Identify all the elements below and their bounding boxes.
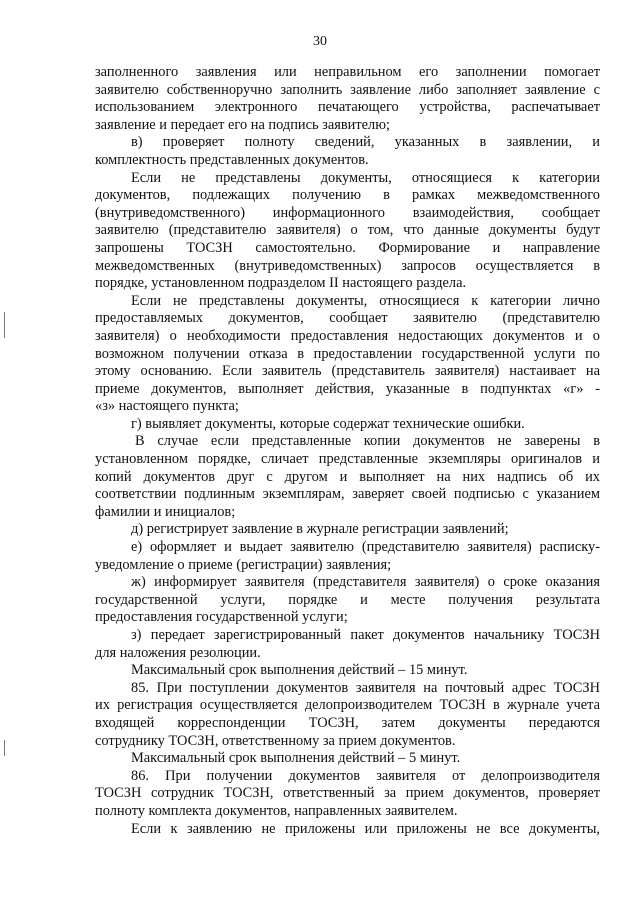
text-line: заявителя) о необходимости предоставления недостающих документов и о bbox=[95, 327, 600, 344]
text-line: уведомление о приеме (регистрации) заявления; bbox=[95, 556, 392, 573]
text-line: предоставления государственной услуги; bbox=[95, 609, 348, 626]
text-line: е) оформляет и выдает заявителю (представителю заявителя) расписку- bbox=[131, 539, 600, 556]
text-line: фамилии и инициалов; bbox=[95, 503, 236, 520]
text-line: заполненного заявления или неправильном его заполнении помогает bbox=[95, 64, 600, 80]
text-line: ТОСЗН сотрудник ТОСЗН, ответственный за прием документов, проверяет bbox=[95, 785, 600, 802]
text-line: В случае если представленные копии документов не заверены в bbox=[135, 433, 600, 450]
text-line: 85. При поступлении документов заявителя на почтовый адрес ТОСЗН bbox=[131, 679, 600, 696]
text-line: Максимальный срок выполнения действий – 15 минут. bbox=[131, 662, 468, 679]
text-line: Если к заявлению не приложены или приложены не все документы, bbox=[131, 820, 600, 837]
text-line: государственной услуги, порядке и месте получения результата bbox=[95, 591, 600, 608]
text-line: Максимальный срок выполнения действий – 5 минут. bbox=[131, 750, 461, 767]
text-line: ж) информирует заявителя (представителя заявителя) о сроке оказания bbox=[131, 574, 600, 591]
text-line: соответствии подлинным экземплярам, заверяет своей подписью с указанием bbox=[95, 486, 600, 503]
text-line: установленном порядке, сличает представленные экземпляры оригиналов и bbox=[95, 451, 600, 468]
text-line: входящей корреспонденции ТОСЗН, затем документы передаются bbox=[95, 714, 600, 731]
text-line: для наложения резолюции. bbox=[95, 644, 261, 661]
text-line: этому основанию. Если заявитель (представитель заявителя) настаивает на bbox=[95, 363, 600, 380]
text-line: 86. При получении документов заявителя от делопроизводителя bbox=[131, 767, 600, 784]
text-line: (внутриведомственного) информационного взаимодействия, сообщает bbox=[95, 204, 600, 221]
text-line: Если не представлены документы, относящиеся к категории bbox=[131, 169, 600, 186]
text-line: копий документов друг с другом и выполняет на них надпись об их bbox=[95, 468, 600, 485]
text-line: документов, подлежащих получению в рамках межведомственного bbox=[95, 187, 600, 204]
text-line: комплектность представленных документов. bbox=[95, 151, 369, 168]
text-line: приеме документов, выполняет действия, указанные в подпунктах «г» - bbox=[95, 380, 600, 397]
scan-edge-mark bbox=[4, 312, 5, 338]
text-line: «з» настоящего пункта; bbox=[95, 398, 239, 415]
page-number: 30 bbox=[313, 34, 327, 49]
text-line: их регистрация осуществляется делопроизводителем ТОСЗН в журнале учета bbox=[95, 697, 600, 714]
text-line: заявление и передает его на подпись заявителю; bbox=[95, 116, 390, 133]
text-line: заявителю собственноручно заполнить заявление либо заполняет заявление с bbox=[95, 81, 600, 98]
text-line: г) выявляет документы, которые содержат технические ошибки. bbox=[131, 415, 525, 432]
text-line: Если не представлены документы, относящиеся к категории лично bbox=[131, 292, 600, 309]
text-line: заявителю (представителю заявителя) о том, что данные документы будут bbox=[95, 222, 600, 239]
text-line: предоставляемых документов, сообщает заявителю (представителю bbox=[95, 310, 600, 327]
text-line: полноту комплекта документов, направленных заявителем. bbox=[95, 802, 458, 819]
text-line: сотруднику ТОСЗН, ответственному за прием документов. bbox=[95, 732, 456, 749]
text-line: запрошены ТОСЗН самостоятельно. Формирование и направление bbox=[95, 239, 600, 256]
scan-edge-mark bbox=[4, 740, 5, 756]
document-body bbox=[95, 64, 600, 838]
text-line: порядке, установленном подразделом II настоящего раздела. bbox=[95, 275, 467, 292]
text-line: в) проверяет полноту сведений, указанных в заявлении, и bbox=[131, 134, 600, 151]
text-line: возможном получении отказа в предоставлении государственной услуги по bbox=[95, 345, 600, 362]
text-line: межведомственных (внутриведомственных) запросов осуществляется в bbox=[95, 257, 600, 274]
text-line: з) передает зарегистрированный пакет документов начальнику ТОСЗН bbox=[131, 627, 600, 643]
text-line: использованием электронного печатающего устройства, распечатывает bbox=[95, 99, 600, 116]
text-line: д) регистрирует заявление в журнале регистрации заявлений; bbox=[131, 521, 509, 538]
